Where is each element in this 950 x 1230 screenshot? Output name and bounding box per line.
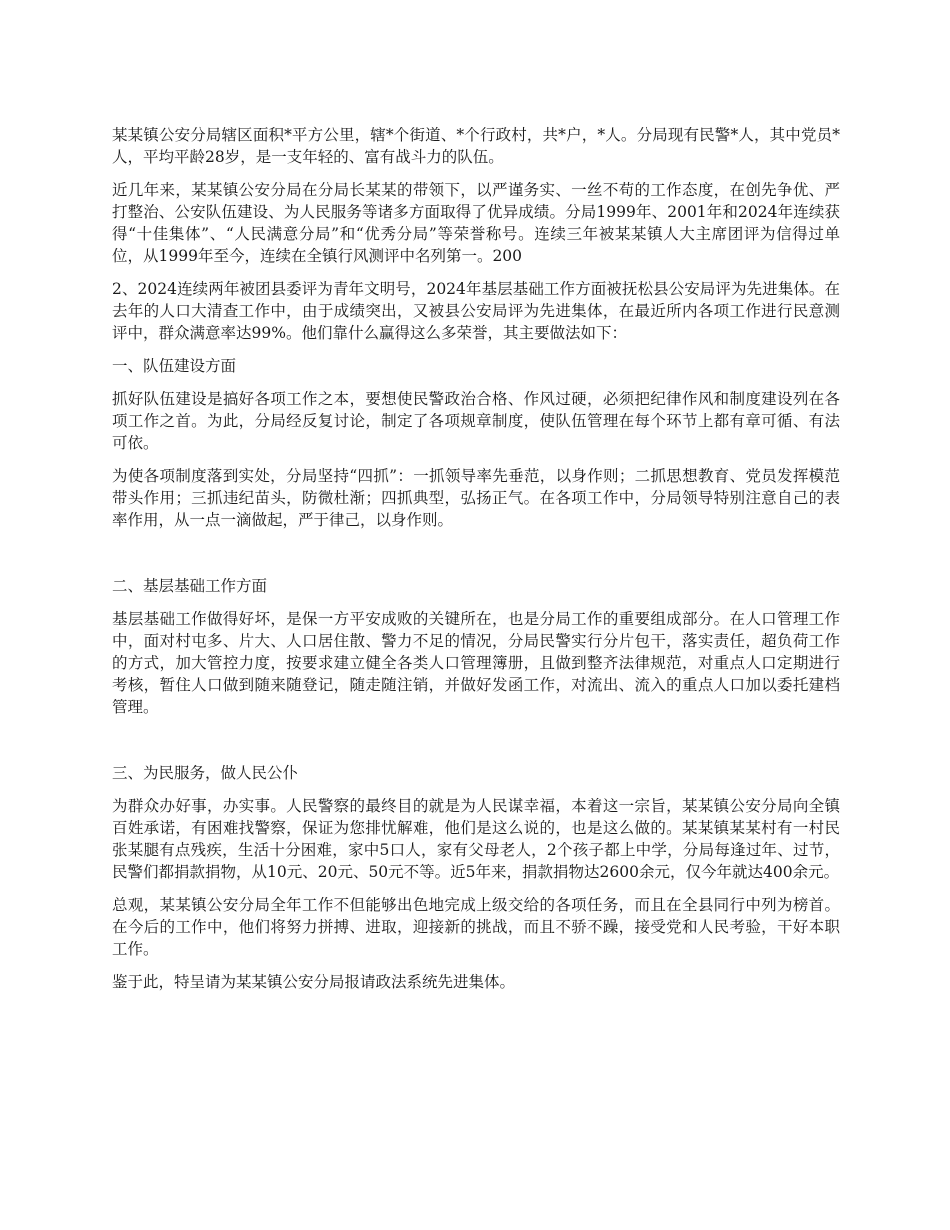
blank-line: [112, 542, 840, 575]
paragraph-achievements: 近几年来，某某镇公安分局在分局长某某的带领下，以严谨务实、一丝不苟的工作态度，在创先争优、严打整治、公安队伍建设、为人民服务等诸多方面取得了优异成绩。分局1999年、2001年和2024年连续获得“十佳集体”、“人民满意分局”和“优秀分局”等荣誉称号。连续三年被某某镇人大主席团评为信得过单位，从1999年至今，连续在全镇行风测评中名列第一。200: [112, 181, 840, 265]
section-heading-grassroots: 二、基层基础工作方面: [112, 577, 268, 595]
section-heading-team-building: 一、队伍建设方面: [112, 357, 237, 375]
paragraph-grassroots: 基层基础工作做得好坏，是保一方平安成败的关键所在，也是分局工作的重要组成部分。在人口管理工作中，面对村屯多、片大、人口居住散、警力不足的情况，分局民警实行分片包干，落实责任，超负荷工作的方式，加大管控力度，按要求建立健全各类人口管理簿册，且做到整齐法律规范，对重点人口定期进行考核，暂住人口做到随来随登记，随走随注销，并做好发函工作，对流出、流入的重点人口加以委托建档管理。: [112, 610, 840, 716]
paragraph-summary: 总观，某某镇公安分局全年工作不但能够出色地完成上级交给的各项任务，而且在全县同行中列为榜首。在今后的工作中，他们将努力拼搏、进取，迎接新的挑战，而且不骄不躁，接受党和人民考验，干好本职工作。: [112, 896, 840, 958]
paragraph-intro: 某某镇公安分局辖区面积*平方公里，辖*个街道、*个行政村，共*户，*人。分局现有民警*人，其中党员*人，平均平龄28岁，是一支年轻的、富有战斗力的队伍。: [112, 126, 840, 166]
paragraph-honors: 2、2024连续两年被团县委评为青年文明号，2024年基层基础工作方面被抚松县公安局评为先进集体。在去年的人口大清查工作中，由于成绩突出，又被县公安局评为先进集体，在最近所内各项工作进行民意测评中，群众满意率达99%。他们靠什么赢得这么多荣誉，其主要做法如下：: [112, 280, 840, 342]
paragraph-public-service: 为群众办好事，办实事。人民警察的最终目的就是为人民谋幸福，本着这一宗旨，某某镇公安分局向全镇百姓承诺，有困难找警察，保证为您排忧解难，他们是这么说的，也是这么做的。某某镇某某村有一村民张某腿有点残疾，生活十分困难，家中5口人，家有父母老人，2个孩子都上中学，分局每逢过年、过节，民警们都捐款捐物，从10元、20元、50元不等。近5年来，捐款捐物达2600余元，仅今年就达400余元。: [112, 797, 840, 881]
document-body: [112, 124, 840, 1004]
paragraph-request: 鉴于此，特呈请为某某镇公安分局报请政法系统先进集体。: [112, 973, 516, 991]
paragraph-four-grasps: 为使各项制度落到实处，分局坚持“四抓”：一抓领导率先垂范，以身作则；二抓思想教育、党员发挥模范带头作用；三抓违纪苗头，防微杜渐；四抓典型，弘扬正气。在各项工作中，分局领导特别注意自己的表率作用，从一点一滴做起，严于律己，以身作则。: [112, 467, 840, 529]
paragraph-team-building: 抓好队伍建设是搞好各项工作之本，要想使民警政治合格、作风过硬，必须把纪律作风和制度建设列在各项工作之首。为此，分局经反复讨论，制定了各项规章制度，使队伍管理在每个环节上都有章可循、有法可依。: [112, 390, 840, 452]
section-heading-public-service: 三、为民服务，做人民公仆: [112, 764, 299, 782]
blank-line: [112, 729, 840, 762]
